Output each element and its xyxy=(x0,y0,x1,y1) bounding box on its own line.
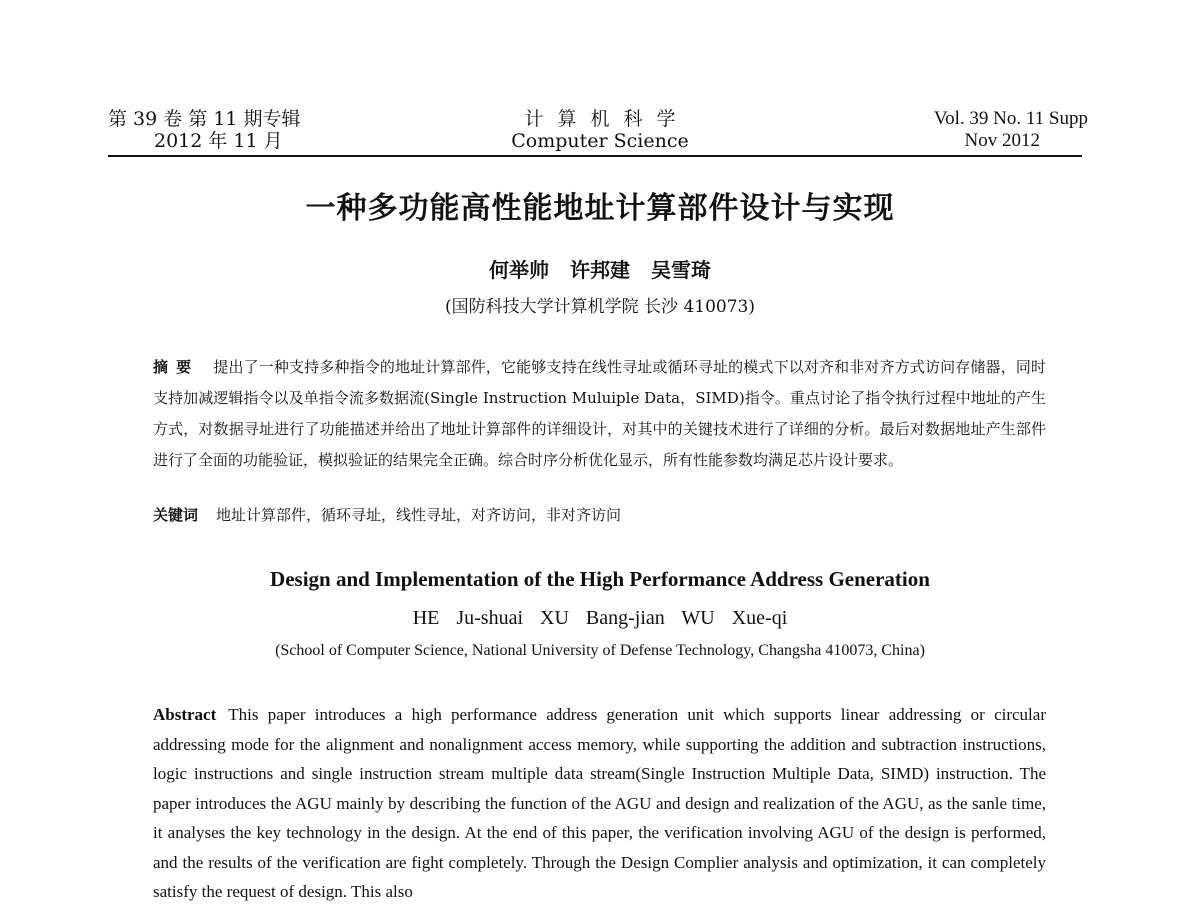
authors-cn: 何举帅 许邦建 吴雪琦 xyxy=(489,258,711,282)
volume-en-line: Vol. 39 No. 11 Supp xyxy=(933,108,1088,129)
abstract-en xyxy=(153,700,1046,907)
issue-date-line: 2012 年 11 月 xyxy=(154,130,283,152)
journal-name-en: Computer Science xyxy=(511,130,689,152)
keywords-cn-text: 地址计算部件，循环寻址，线性寻址，对齐访问，非对齐访问 xyxy=(216,506,622,524)
paper-title-cn: 一种多功能高性能地址计算部件设计与实现 xyxy=(305,191,895,226)
date-en-line: Nov 2012 xyxy=(964,130,1040,151)
keywords-cn xyxy=(153,503,621,527)
abstract-en-label: Abstract xyxy=(153,705,217,724)
affiliation-cn: (国防科技大学计算机学院 长沙 410073) xyxy=(445,297,755,317)
journal-name xyxy=(470,108,730,152)
authors-en: HE Ju-shuai XU Bang-jian WU Xue-qi xyxy=(412,607,788,629)
journal-volume-en xyxy=(934,108,1088,152)
journal-volume-issue xyxy=(108,108,301,152)
abstract-cn-text: 提出了一种支持多种指令的地址计算部件，它能够支持在线性寻址或循环寻址的模式下以对齐和非对齐方式访问存储器，同时支持加减逻辑指令以及单指令流多数据流(Single Instruction Muluiple Data，SIMD)指令。重点讨论了指令执行过程中地址的产生方式，对数据寻址进行了功能描述并给出了地址计算部件的详细设计，对其中的关键技术进行了详细的分析。最后对数据地址产生部件进行了全面的功能验证，模拟验证的结果完全正确。综合时序分析优化显示，所有性能参数均满足芯片设计要求。 xyxy=(153,358,1046,469)
volume-issue-line: 第 39 卷 第 11 期专辑 xyxy=(108,108,301,130)
keywords-cn-label: 关键词 xyxy=(153,506,199,524)
affiliation-en: (School of Computer Science, National University of Defense Technology, Changsha 410073, China) xyxy=(275,642,925,659)
abstract-cn xyxy=(153,352,1046,476)
header-rule xyxy=(108,155,1082,157)
abstract-en-text: This paper introduces a high performance address generation unit which supports linear addressing or circular addressing mode for the alignment and nonalignment access memory, while supporting the addition and subtraction instructions, logic instructions and single instruction stream multiple data stream(Single Instruction Multiple Data, SIMD) instruction. The paper introduces the AGU mainly by describing the function of the AGU and design and realization of the AGU, as the sanle time, it analyses the key technology in the design. At the end of this paper, the verification involving AGU of the design is performed, and the results of the verification are fight completely. Through the Design Complier analysis and optimization, it can completely satisfy the request of design. This also xyxy=(153,705,1046,901)
paper-title-en: Design and Implementation of the High Performance Address Generation xyxy=(270,567,930,591)
abstract-cn-label: 摘要 xyxy=(153,358,200,376)
journal-name-cn: 计算机科学 xyxy=(524,108,690,130)
